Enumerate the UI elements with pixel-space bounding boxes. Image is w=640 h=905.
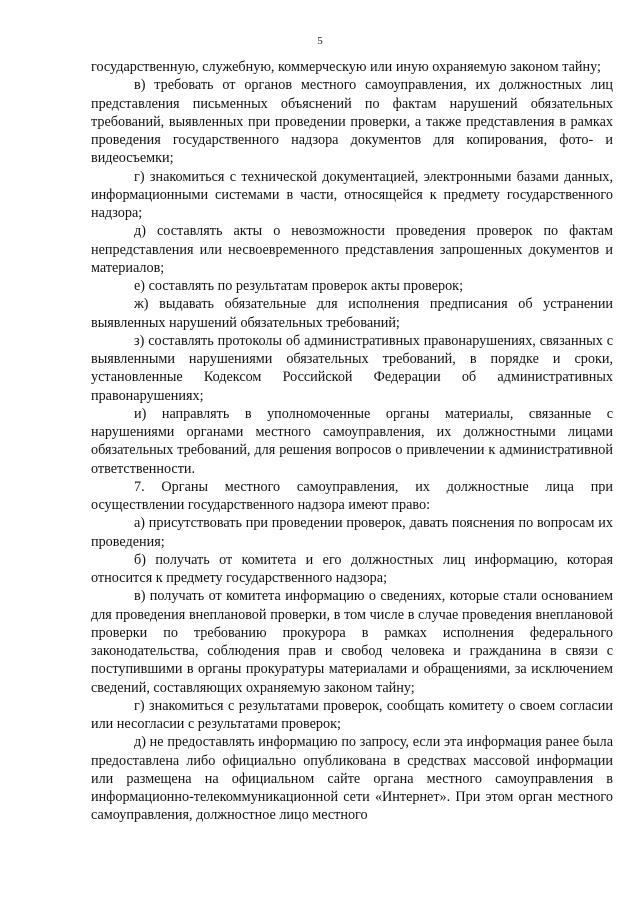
paragraph-item-z: з) составлять протоколы об административных правонарушениях, связанных с выявленными нарушениями обязательных требований, в порядке и сроки, установленные Кодексом Российской Федерации об административных правонарушениях; [91, 332, 613, 404]
page-number: 5 [317, 35, 323, 47]
paragraph-item-g-2: г) знакомиться с результатами проверок, сообщать комитету о своем согласии или несогласии с результатами проверок; [91, 697, 613, 732]
paragraph-item-v: в) требовать от органов местного самоуправления, их должностных лиц представления письменных объяснений по фактам нарушений обязательных требований, выявленных при проведении проверки, а также представления в рамках проведения государственного надзора документов для копирования, фото- и видеосъемки; [91, 77, 613, 167]
paragraph-item-d-2: д) не предоставлять информацию по запросу, если эта информация ранее была предоставлена либо официально опубликована в средствах массовой информации или размещена на официальном сайте органа местного самоуправления в информационно-телекоммуникационной сети «Интернет». При этом орган местного самоуправления, должностное лицо местного [91, 734, 613, 824]
paragraph-item-b: б) получать от комитета и его должностных лиц информацию, которая относится к предмету государственного надзора; [91, 551, 613, 586]
paragraph-item-v-2: в) получать от комитета информацию о сведениях, которые стали основанием для проведения внеплановой проверки, в том числе в случае проведения внеплановой проверки по требованию прокурора в рамках исполнения федерального законодательства, соблюдения прав и свобод человека и гражданина в связи с поступившими в органы прокуратуры материалами и обращениями, за исключением сведений, составляющих охраняемую законом тайну; [91, 588, 613, 696]
paragraph-item-i: и) направлять в уполномоченные органы материалы, связанные с нарушениями органами местного самоуправления, их должностными лицами обязательных требований, для решения вопросов о привлечении к административной ответственности. [91, 405, 613, 477]
paragraph-section-7: 7. Органы местного самоуправления, их должностные лица при осуществлении государственного надзора имеют право: [91, 478, 613, 513]
paragraph-item-a: а) присутствовать при проведении проверок, давать пояснения по вопросам их проведения; [91, 515, 613, 550]
paragraph-item-g: г) знакомиться с технической документацией, электронными базами данных, информационными системами в части, относящейся к предмету государственного надзора; [91, 168, 613, 221]
paragraph-item-e: е) составлять по результатам проверок акты проверок; [134, 278, 464, 294]
paragraph-continuation: государственную, служебную, коммерческую или иную охраняемую законом тайну; [91, 59, 601, 75]
paragraph-item-d: д) составлять акты о невозможности проведения проверок по фактам непредставления или несвоевременного представления запрошенных документов и материалов; [91, 223, 613, 276]
paragraph-item-zh: ж) выдавать обязательные для исполнения предписания об устранении выявленных нарушений обязательных требований; [91, 296, 613, 331]
document-body [91, 58, 613, 825]
